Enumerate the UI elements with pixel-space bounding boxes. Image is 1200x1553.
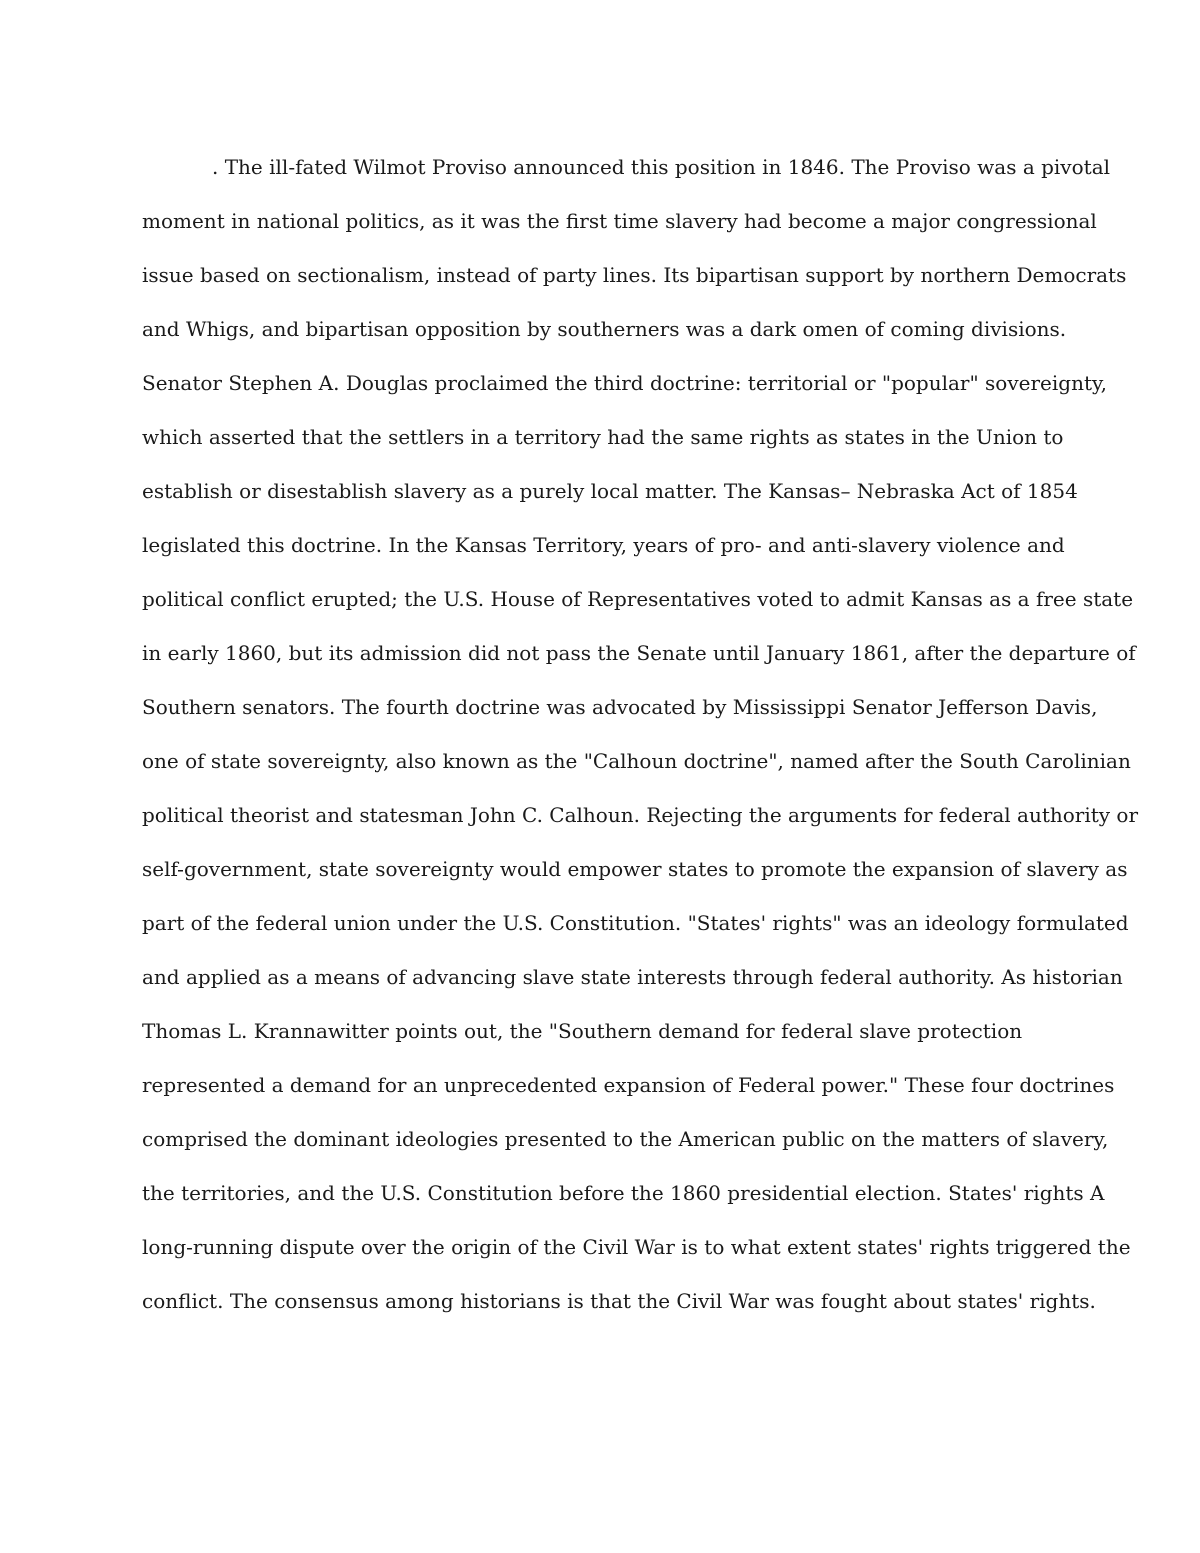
text-line: part of the federal union under the U.S. Constitution. "States' rights" was an ideology formulated [142,911,1129,935]
text-line: establish or disestablish slavery as a purely local matter. The Kansas– Nebraska Act of 1854 [142,479,1078,503]
body-paragraph [142,140,1139,1328]
text-line: self-government, state sovereignty would empower states to promote the expansion of slavery as [142,857,1128,881]
text-line: Thomas L. Krannawitter points out, the "Southern demand for federal slave protection [142,1019,1023,1043]
text-line: Southern senators. The fourth doctrine was advocated by Mississippi Senator Jefferson Davis, [142,695,1098,719]
text-line: and Whigs, and bipartisan opposition by southerners was a dark omen of coming divisions. [142,317,1067,341]
text-line: moment in national politics, as it was the first time slavery had become a major congressional [142,209,1097,233]
text-line: legislated this doctrine. In the Kansas Territory, years of pro- and anti-slavery violence and [142,533,1065,557]
text-line: the territories, and the U.S. Constitution before the 1860 presidential election. States' rights A [142,1181,1105,1205]
text-line: long-running dispute over the origin of the Civil War is to what extent states' rights triggered the [142,1235,1131,1259]
text-line: one of state sovereignty, also known as the "Calhoun doctrine", named after the South Carolinian [142,749,1131,773]
text-line: . The ill-fated Wilmot Proviso announced this position in 1846. The Proviso was a pivotal [212,155,1111,179]
text-line: in early 1860, but its admission did not pass the Senate until January 1861, after the departure of [142,641,1136,665]
text-line: represented a demand for an unprecedented expansion of Federal power." These four doctrines [142,1073,1115,1097]
text-line: Senator Stephen A. Douglas proclaimed the third doctrine: territorial or "popular" sovereignty, [142,371,1107,395]
text-line: and applied as a means of advancing slave state interests through federal authority. As historian [142,965,1123,989]
text-line: political conflict erupted; the U.S. House of Representatives voted to admit Kansas as a free state [142,587,1134,611]
text-line: comprised the dominant ideologies presented to the American public on the matters of slavery, [142,1127,1109,1151]
text-line: which asserted that the settlers in a territory had the same rights as states in the Union to [142,425,1064,449]
text-line: issue based on sectionalism, instead of party lines. Its bipartisan support by northern Democrats [142,263,1127,287]
text-line: political theorist and statesman John C. Calhoun. Rejecting the arguments for federal authority or [142,803,1139,827]
text-line: conflict. The consensus among historians is that the Civil War was fought about states' rights. [142,1289,1096,1313]
